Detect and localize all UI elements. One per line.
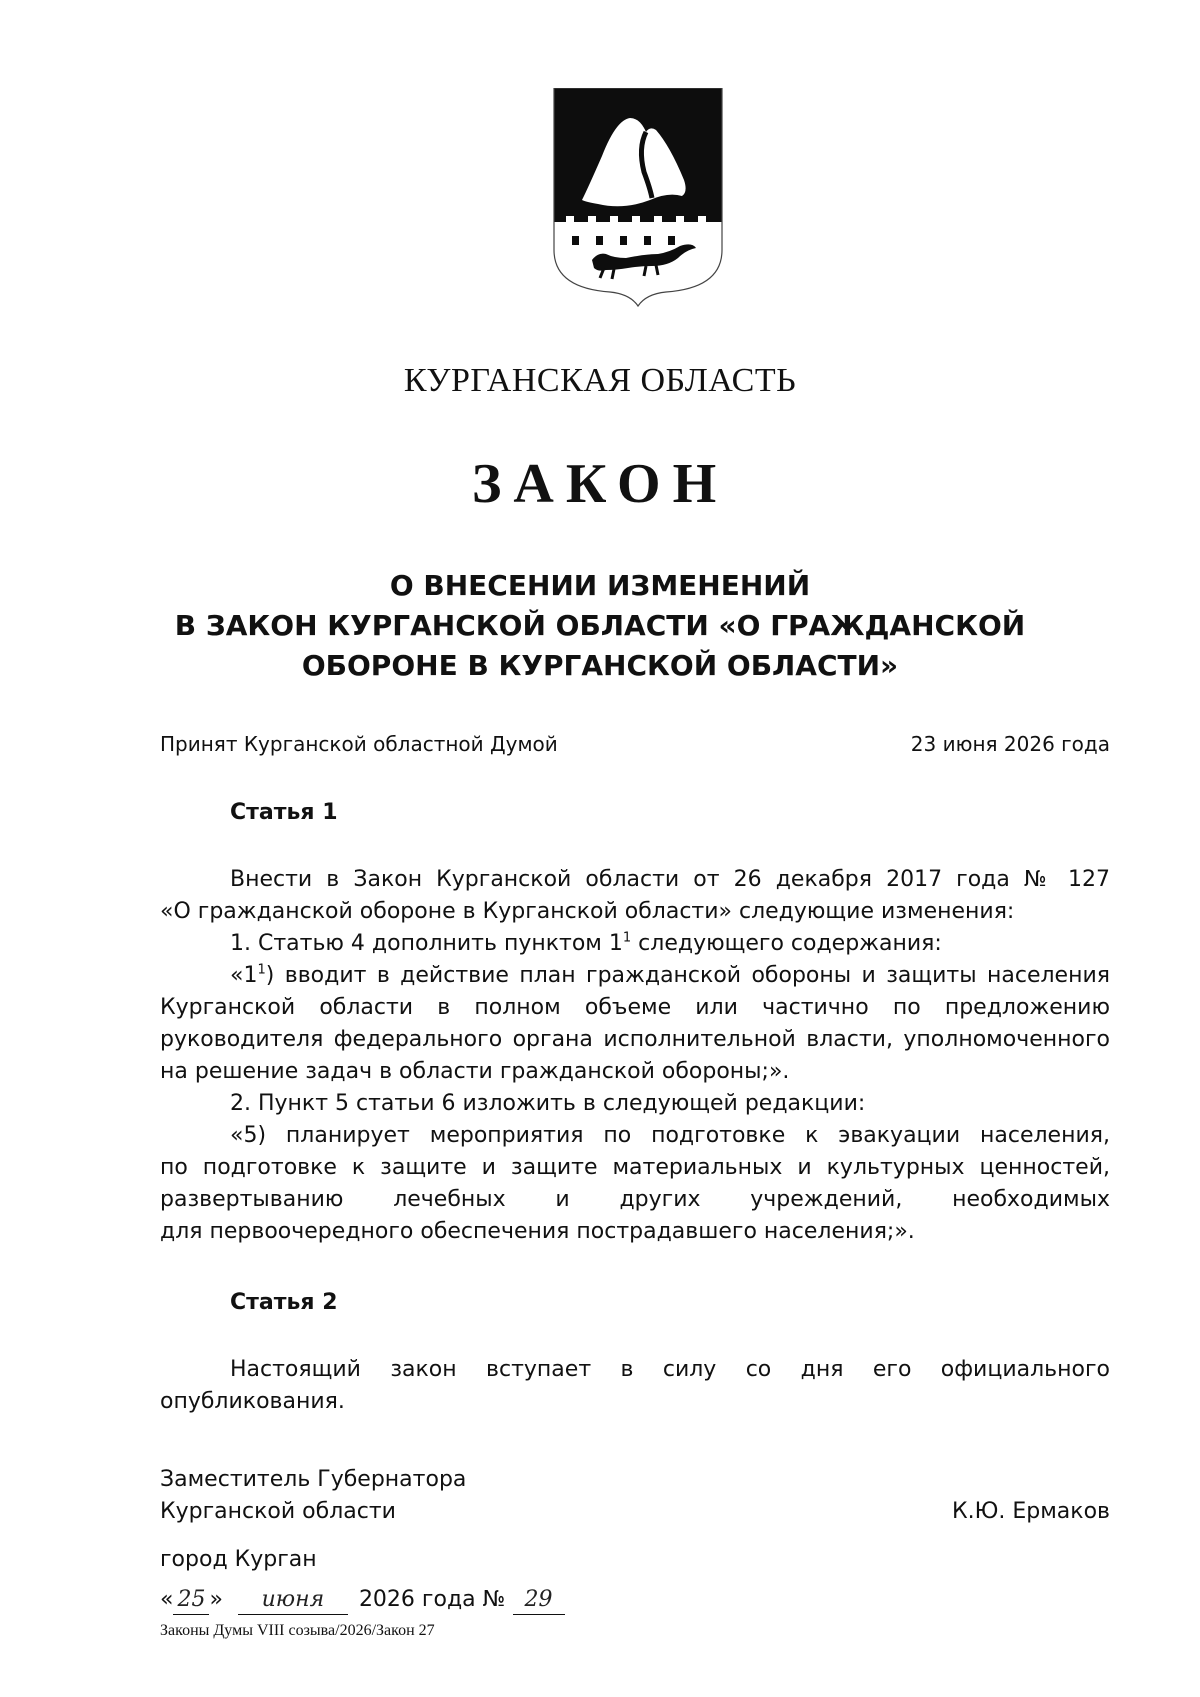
article-1-intro: Внести в Закон Курганской области от 26 декабря 2017 года № 127	[230, 867, 1110, 892]
handwritten-number: 29	[513, 1586, 565, 1615]
adoption-date: 23 июня 2026 года	[910, 732, 1110, 756]
article-1-item-2: 2. Пункт 5 статьи 6 изложить в следующей редакции:	[230, 1091, 866, 1116]
place: город Курган	[160, 1547, 317, 1572]
article-1-quote-1: «$1^1$) вводит в действие план гражданской обороны и защиты населения	[230, 962, 1110, 988]
coat-of-arms-emblem	[538, 88, 738, 328]
handwritten-day: 25	[173, 1586, 209, 1615]
article-1-quote-2-line: по подготовке к защите и защите материальных и культурных ценностей,	[160, 1155, 1110, 1180]
footer-reference: Законы Думы VIII созыва/2026/Закон 27	[160, 1622, 435, 1639]
article-1-quote-2-line: для первоочередного обеспечения пострадавшего населения;».	[160, 1219, 915, 1244]
article-1-intro-cont: «О гражданской обороне в Курганской области» следующие изменения:	[160, 899, 1015, 924]
article-2-heading: Статья 2	[230, 1290, 338, 1315]
article-1-heading: Статья 1	[230, 800, 338, 825]
law-title	[0, 566, 1200, 686]
article-1-quote-2: «5) планирует мероприятия по подготовке к эвакуации населения,	[230, 1123, 1110, 1148]
document-type: ЗАКОН	[471, 453, 729, 515]
signatory-name: К.Ю. Ермаков	[951, 1499, 1110, 1524]
article-2-text-cont: опубликования.	[160, 1389, 345, 1414]
handwritten-month: июня	[238, 1586, 348, 1615]
signing-date-line: « 25 » июня 2026 года № 29	[160, 1584, 565, 1616]
article-2-text: Настоящий закон вступает в силу со дня его официального	[230, 1357, 1110, 1382]
article-1-quote-1-line: руководителя федерального органа исполнительной власти, уполномоченного	[160, 1027, 1110, 1052]
signatory-position-cont: Курганской области	[160, 1499, 396, 1524]
signatory-position: Заместитель Губернатора	[160, 1467, 467, 1492]
article-1-quote-1-line: Курганской области в полном объеме или частично по предложению	[160, 995, 1110, 1020]
article-1-item-1: 1. Статью 4 дополнить пунктом $1^1$ следующего содержания:	[230, 930, 942, 956]
law-title-line: ОБОРОНЕ В КУРГАНСКОЙ ОБЛАСТИ»	[301, 649, 899, 682]
article-1-quote-2-line: развертыванию лечебных и других учреждений, необходимых	[160, 1187, 1110, 1212]
law-title-line: В ЗАКОН КУРГАНСКОЙ ОБЛАСТИ «О ГРАЖДАНСКОЙ	[174, 609, 1026, 642]
article-1-quote-1-line: на решение задач в области гражданской обороны;».	[160, 1059, 790, 1084]
law-title-line: О ВНЕСЕНИИ ИЗМЕНЕНИЙ	[389, 569, 811, 602]
adoption-text: Принят Курганской областной Думой	[160, 732, 558, 756]
region-name: КУРГАНСКАЯ ОБЛАСТЬ	[403, 362, 797, 399]
